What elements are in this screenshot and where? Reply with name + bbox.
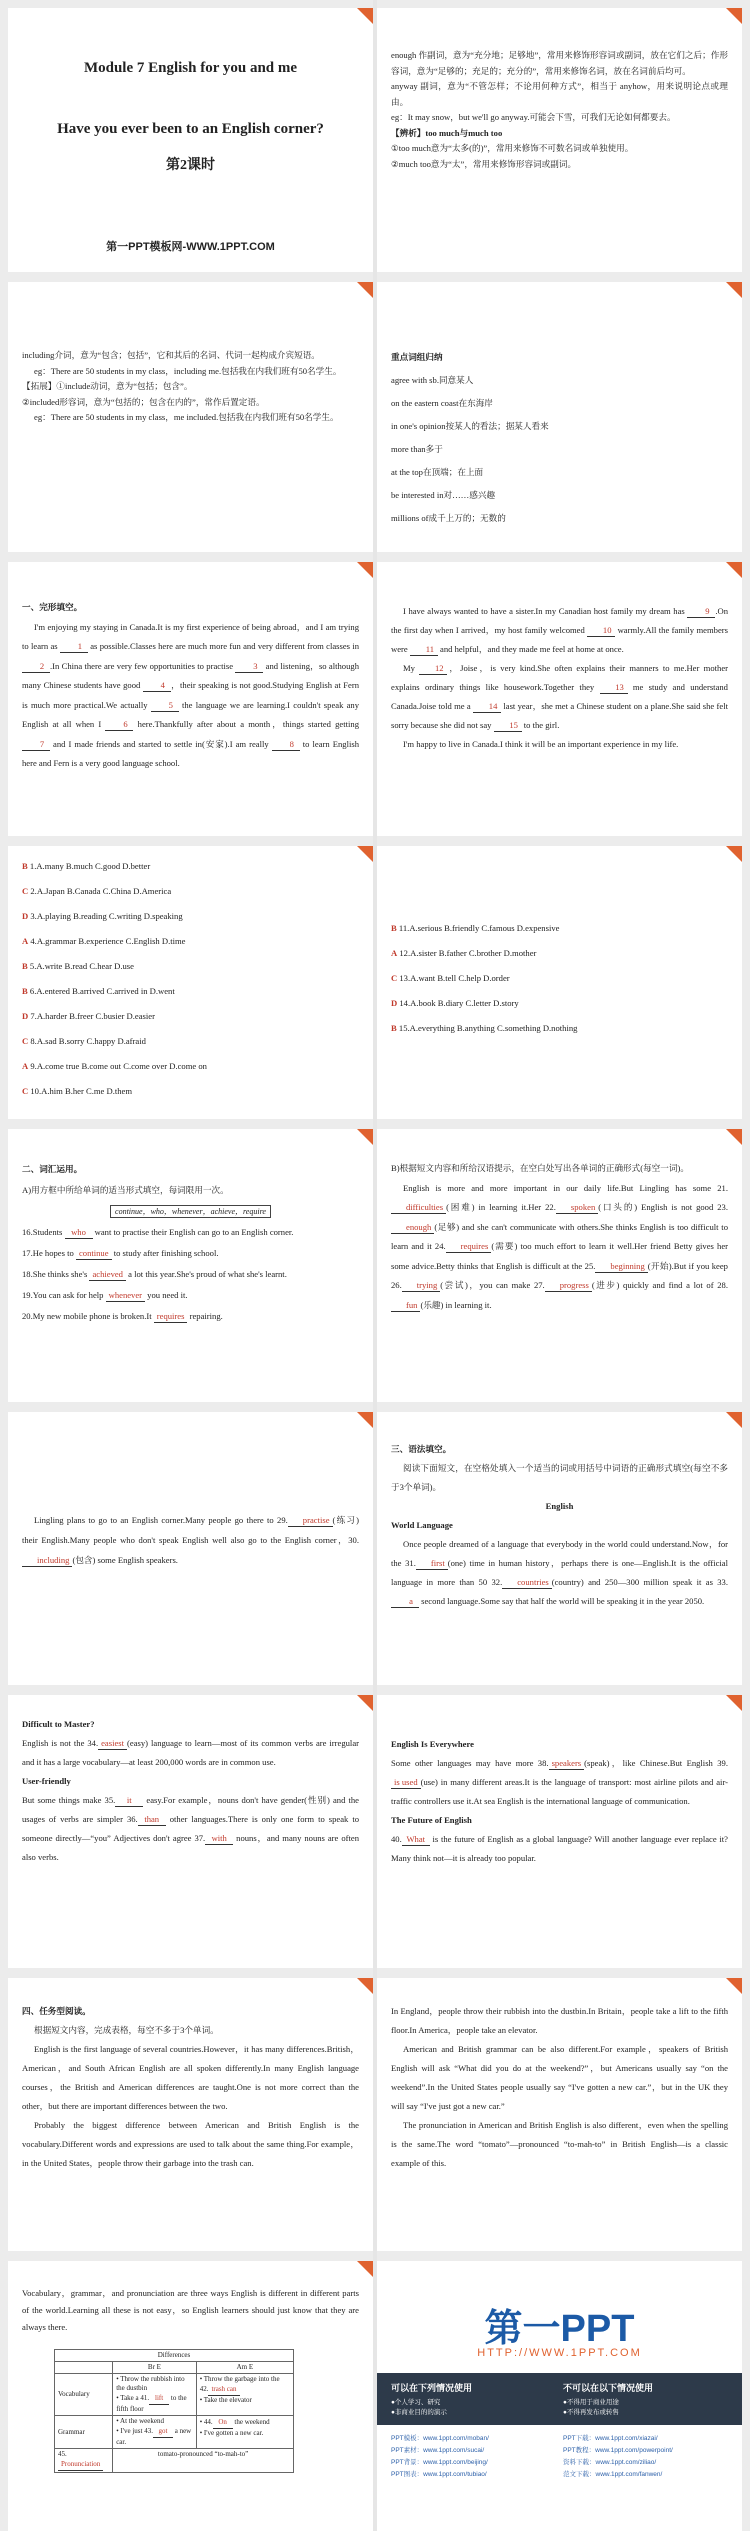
phrase-item: more than多于 [391, 444, 443, 454]
slide-grammar-2 [8, 1695, 373, 1968]
answer-blank[interactable]: got [153, 2426, 173, 2438]
corner-mark [726, 846, 742, 862]
paragraph: eg：There are 50 students in my class，me included.包括我在内我们班有50名学生。 [34, 412, 339, 422]
link[interactable]: PPT模板：www.1ppt.com/moban/ [391, 2435, 489, 2442]
answer-blank[interactable]: easiest [98, 1738, 127, 1750]
passage-subheading: English Is Everywhere [391, 1739, 474, 1749]
corner-mark [726, 1129, 742, 1145]
instruction: 根据短文内容，完成表格，每空不多于3个单词。 [34, 2025, 219, 2035]
difference-table-wrap [54, 2349, 294, 2473]
corner-mark [726, 562, 742, 578]
option-row: A 4.A.grammar B.experience C.English D.time [22, 936, 186, 946]
paragraph: enough 作副词，意为“充分地；足够地”，常用来修饰形容词或副词，放在它们之后；作形容词，意为“足够的；充足的；充分的”，常用来修饰名词，放在名词前后均可。 [391, 50, 728, 76]
corner-mark [357, 2261, 373, 2277]
paragraph: But some things make 35. it easy.For example，nouns don't have gender(性别) and the usages of verbs are simpler 36. than other languages.There is only one form to speak to someone directly—“you” Adjectives don't agree 37. with nouns，and many nouns are often also verbs. [22, 1795, 360, 1862]
paragraph: Some other languages may have more 38. speakers (speak)，like Chinese.But English 39.is used (use) in many different areas.It is the language of transport: most airline pilots and air-traffic controllers use it.At sea English is the international language of communication. [391, 1758, 728, 1806]
question: 16.Students who want to practise their English can go to an English corner. [22, 1227, 294, 1237]
links-col-2 [563, 2433, 673, 2481]
usage-allowed-title: 可以在下列情况使用 [391, 2383, 473, 2393]
slide-body [391, 48, 728, 172]
links-col-1 [391, 2433, 489, 2481]
section-heading: 二、词汇运用。 [22, 1164, 83, 1174]
usage-allowed-item: ●个人学习、研究 [391, 2399, 441, 2406]
answer-blank[interactable]: trying [402, 1280, 441, 1292]
left-margin [0, 0, 8, 2531]
slide-phrases [377, 282, 742, 552]
option-list [22, 854, 359, 1104]
blank[interactable]: 15 [494, 720, 522, 732]
brand-line: 第一PPT模板网-WWW.1PPT.COM [106, 241, 275, 253]
option-row: B 6.A.entered B.arrived C.arrived in D.went [22, 986, 175, 996]
corner-mark [357, 1695, 373, 1711]
table-title: Differences [55, 2350, 294, 2362]
paragraph: Lingling plans to go to an English corner.Many people go there to 29. practise (练习) their English.Many people who don't speak English well also go to the English corner，30.including (包含) some English speakers. [22, 1515, 359, 1565]
answer-blank[interactable]: progress [545, 1280, 592, 1292]
answer-blank[interactable]: fun [391, 1300, 420, 1312]
answer-blank[interactable]: is used [391, 1777, 421, 1789]
column-header: Br E [113, 2362, 196, 2374]
brand-logo: 第一PPT [484, 2308, 635, 2350]
corner-mark [726, 1695, 742, 1711]
blank[interactable]: 10 [587, 625, 615, 637]
corner-mark [726, 282, 742, 298]
slide-enough [377, 8, 742, 272]
option-row: B 1.A.many B.much C.good D.better [22, 861, 151, 871]
paragraph: American and British grammar can be also different.For example，speakers of British English will ask “What did you do at the weekend?”，but Americans usually say “on the weekend”.In the United States people usually say “I've gotten a new car.”，but in the UK they will say “I've just got a new car.” [391, 2044, 728, 2111]
vocab-exercise [391, 1159, 728, 1315]
blank[interactable]: 5 [151, 700, 179, 712]
answer-blank[interactable]: requires [154, 1311, 188, 1323]
passage-subheading: Difficult to Master? [22, 1719, 95, 1729]
option-row: D 3.A.playing B.reading C.writing D.speaking [22, 911, 183, 921]
answer-blank[interactable]: with [205, 1833, 233, 1845]
instruction: A)用方框中所给单词的适当形式填空，每词限用一次。 [22, 1185, 229, 1195]
reading-passage [22, 2002, 359, 2173]
slide-vocab-b [377, 1129, 742, 1402]
slide-grammar-3 [377, 1695, 742, 1968]
cloze-passage [391, 602, 728, 754]
table-corner [55, 2362, 113, 2374]
usage-allowed-item: ●非商业目的的演示 [391, 2409, 447, 2416]
blank[interactable]: 4 [143, 680, 171, 692]
corner-mark [357, 8, 373, 24]
right-margin [742, 0, 750, 2531]
section-heading: 四、任务型阅读。 [22, 2006, 91, 2016]
blank[interactable]: 1 [60, 641, 88, 653]
blank[interactable]: 9 [687, 606, 715, 618]
option-row: C 8.A.sad B.sorry C.happy D.afraid [22, 1036, 146, 1046]
link[interactable]: PPT图表：www.1ppt.com/tubiao/ [391, 2471, 487, 2478]
option-row: B 11.A.serious B.friendly C.famous D.expensive [391, 923, 560, 933]
usage-denied-title: 不可以在以下情况使用 [563, 2383, 654, 2393]
answer-blank[interactable]: it [115, 1795, 143, 1807]
grammar-exercise [391, 1440, 728, 1611]
paragraph: Probably the biggest difference between American and British English is the vocabulary.Different words and expressions are used to talk about the same thing.For example，in the United States，people throw their garbage into the trash can. [22, 2120, 359, 2168]
phrase-item: agree with sb.同意某人 [391, 375, 474, 385]
answer-blank[interactable]: trash can [208, 2384, 239, 2396]
option-row: A 9.A.come true B.come out C.come over D.come on [22, 1061, 207, 1071]
blank[interactable]: 2 [22, 661, 50, 673]
answer-blank[interactable]: than [138, 1814, 166, 1826]
slide-task-table [8, 2261, 373, 2531]
link[interactable]: PPT背景：www.1ppt.com/beijing/ [391, 2459, 488, 2466]
paragraph: English is more and more important in our daily life.But Lingling has some 21.difficulties (困难) in learning it.Her 22. spoken (口头的) English is not good 23.enough (足够) and she can't communicate with others.She thinks English is too difficult to learn and it 24. requires (需要) too much effort to learn it well.Her friend Betty gives her some advice.Betty thinks that English is difficult at the 25. beginning (开始).But if you keep 26. trying (尝试)，you can make 27. progress (进步) quickly and find a lot of 28.fun (乐趣) in learning it. [391, 1182, 728, 1310]
paragraph: I have always wanted to have a sister.In my Canadian host family my dream has 9 .On the first day when I arrived，my host family welcomed 10 warmly.All the family members were 11 and helpful，and they made me feel at home at once. [391, 606, 728, 654]
table-cell: • At the weekend • I've just 43. got a new car. [113, 2416, 196, 2449]
paragraph: English is the first language of several countries.However，it has many differences.British，American，and South African English are all spoken differently.In many English language courses，the British and American differences are taught.One is not more correct than the other，but there are important differences between the two. [22, 2044, 359, 2111]
answer-blank[interactable]: What [402, 1834, 430, 1846]
corner-mark [357, 1129, 373, 1145]
phrase-list [391, 346, 728, 530]
blank[interactable]: 13 [600, 682, 628, 694]
link[interactable]: PPT教程：www.1ppt.com/powerpoint/ [563, 2447, 673, 2454]
paragraph: eg：It may snow，but we'll go anyway.可能会下雪，可我们无论如何都要去。 [391, 112, 676, 122]
blank[interactable]: 3 [235, 661, 263, 673]
phrase-heading: 重点词组归纳 [391, 352, 443, 362]
instruction: B)根据短文内容和所给汉语提示，在空白处写出各单词的正确形式(每空一词)。 [391, 1163, 689, 1173]
link[interactable]: 资料下载：www.1ppt.com/ziliao/ [563, 2459, 657, 2466]
grammar-exercise [22, 1715, 359, 1867]
paragraph: anyway 副词，意为“不管怎样；不论用何种方式”，相当于 anyhow，用来说明论点或理由。 [391, 81, 728, 107]
usage-denied-item: ●不得再发布或转售 [563, 2409, 619, 2416]
table-cell: • Throw the rubbish into the dustbin • Take a 41. lift to the fifth floor [113, 2374, 196, 2416]
link[interactable]: PPT下载：www.1ppt.com/xiazai/ [563, 2435, 658, 2442]
phrase-item: be interested in对……感兴趣 [391, 490, 496, 500]
vocab-exercise [22, 1159, 359, 1327]
corner-mark [357, 1978, 373, 1994]
passage-subheading: User-friendly [22, 1776, 71, 1786]
question: 20.My new mobile phone is broken.It requires repairing. [22, 1311, 223, 1321]
paragraph: 【拓展】①include动词，意为“包括；包含”。 [22, 381, 193, 391]
question: 17.He hopes to continue to study after finishing school. [22, 1248, 219, 1258]
lesson-title: Have you ever been to an English corner? [57, 121, 324, 137]
link[interactable]: PPT素材：www.1ppt.com/sucai/ [391, 2447, 485, 2454]
phrase-item: on the eastern coast在东海岸 [391, 398, 493, 408]
answer-blank[interactable]: lift [149, 2393, 169, 2405]
option-row: D 7.A.harder B.freer C.busier D.easier [22, 1011, 155, 1021]
answer-blank[interactable]: enough [391, 1222, 434, 1234]
slide-task-reading-2 [377, 1978, 742, 2251]
option-row: B 15.A.everything B.anything C.something D.nothing [391, 1023, 578, 1033]
slide-vocab-a [8, 1129, 373, 1402]
paragraph: 【辨析】too much与much too [391, 127, 503, 138]
lesson-number: 第2课时 [166, 158, 215, 173]
question: 18.She thinks she's achieved a lot this year.She's proud of what she's learnt. [22, 1269, 287, 1279]
answer-blank[interactable]: a [391, 1596, 419, 1608]
passage-subheading: The Future of English [391, 1815, 472, 1825]
slide-grammar-1 [377, 1412, 742, 1685]
paragraph: The pronunciation in American and British English is also different，even when the spelling is the same.The word “tomato”—pronounced “to-mah-to” in British English—is a classic example of this. [391, 2120, 728, 2168]
blank[interactable]: 14 [473, 701, 501, 713]
slide-including [8, 282, 373, 552]
answer-blank[interactable]: difficulties [391, 1202, 446, 1214]
instruction: 阅读下面短文，在空格处填入一个适当的词或用括号中词语的正确形式填空(每空不多于3个单词)。 [391, 1463, 728, 1492]
option-list [391, 916, 728, 1041]
reading-passage [391, 2002, 728, 2173]
paragraph: ②much too意为“太”，常用来修饰形容词或副词。 [391, 158, 577, 169]
answer-blank[interactable]: including [22, 1555, 72, 1567]
option-row: C 2.A.Japan B.Canada C.China D.America [22, 886, 172, 896]
answer-blank[interactable]: Pronunciation [58, 2459, 103, 2471]
paragraph: My 12 ，Joise，is very kind.She often explains their manners to me.Her mother explains ordinary things like housework.Together they 13 me study and understand Canada.Joise told me a 14 last year，she met a Chinese student on a plane.She said she felt sorry because she did not say 15 to the girl. [391, 663, 728, 730]
option-row: B 5.A.write B.read C.hear D.use [22, 961, 134, 971]
difference-table [54, 2349, 294, 2473]
paragraph: In England，people throw their rubbish into the dustbin.In Britain，people take a lift to the fifth floor.In America，people take an elevator. [391, 2006, 728, 2035]
corner-mark [357, 1412, 373, 1428]
answer-blank[interactable]: spoken [556, 1202, 598, 1214]
question: 19.You can ask for help whenever you need it. [22, 1290, 188, 1300]
phrase-item: at the top在顶端；在上面 [391, 467, 484, 477]
links-panel [377, 2425, 742, 2531]
answer-blank[interactable]: speakers [549, 1758, 585, 1770]
paragraph: 40. What is the future of English as a global language? Will another language ever replace it? Many think not—it is already too popular. [391, 1834, 728, 1863]
blank[interactable]: 7 [22, 739, 50, 751]
table-cell: tomato-pronounced “to-mah-to” [113, 2449, 294, 2473]
answer-blank[interactable]: requires [446, 1241, 492, 1253]
answer-blank[interactable]: On [213, 2417, 233, 2429]
option-row: D 14.A.book B.diary C.letter D.story [391, 998, 519, 1008]
slide-task-reading-1 [8, 1978, 373, 2251]
corner-mark [726, 8, 742, 24]
answer-blank[interactable]: achieved [89, 1269, 126, 1281]
blank[interactable]: 12 [419, 663, 447, 675]
corner-mark [357, 562, 373, 578]
slide-vocab-c [8, 1412, 373, 1685]
passage-subheading: World Language [391, 1520, 453, 1530]
link[interactable]: 范文下载：www.1ppt.com/fanwen/ [563, 2471, 663, 2478]
table-cell: • 44. On the weekend • I've gotten a new car. [196, 2416, 293, 2449]
answer-blank[interactable]: first [416, 1558, 448, 1570]
row-header: 45.Pronunciation [55, 2449, 113, 2473]
paragraph: eg：There are 50 students in my class，including me.包括我在内我们班有50名学生。 [34, 365, 342, 376]
section-heading: 一、完形填空。 [22, 602, 83, 612]
table-cell: • Throw the garbage into the 42. trash can • Take the elevator [196, 2374, 293, 2416]
blank[interactable]: 8 [272, 739, 300, 751]
paragraph: I'm enjoying my staying in Canada.It is my first experience of being abroad，and I am trying to learn as 1 as possible.Classes here are much more fun and very different from classes in 2 .In China there are very few opportunities to practise 3 and listening，so although many Chinese students have good 4 ，their speaking is not good.Studying English at Fern is much more practical.We actually 5 the language we are learning.I couldn't speak any English at all when I 6 here.Thankfully after about a month，things started getting 7 and I made friends and started to settle in(安家).I am really 8 to learn English here and Fern is a very good language school. [22, 621, 359, 768]
summary-paragraph: Vocabulary，grammar，and pronunciation are three ways English is different in different parts of the world.Learning all these is not easy，so English learners should just know that they are always there. [22, 2288, 359, 2332]
corner-mark [726, 1978, 742, 1994]
paragraph: English is not the 34. easiest (easy) language to learn—most of its common verbs are irregular and it has a large vocabulary—at least 200,000 words are in common use. [22, 1738, 359, 1767]
paragraph: I'm happy to live in Canada.I think it will be an important experience in my life. [403, 739, 679, 749]
slide-brand [377, 2261, 742, 2531]
slide-options-1 [8, 846, 373, 1119]
passage-title: English [545, 1501, 574, 1511]
answer-blank[interactable]: practise [288, 1515, 333, 1527]
slide-body [22, 348, 359, 426]
slide-cloze-2 [377, 562, 742, 836]
option-row: C 13.A.want B.tell C.help D.order [391, 973, 510, 983]
answer-blank[interactable]: who [65, 1227, 93, 1239]
answer-blank[interactable]: continue [76, 1248, 112, 1260]
paragraph: ②included形容词，意为“包括的；包含在内的”，常作后置定语。 [22, 396, 265, 407]
grammar-exercise [391, 1735, 728, 1868]
blank[interactable]: 11 [410, 644, 438, 656]
paragraph: ①too much意为“太多(的)”，常用来修饰不可数名词或单独使用。 [391, 143, 634, 153]
row-header: Grammar [55, 2416, 113, 2449]
option-row: C 10.A.him B.her C.me D.them [22, 1086, 133, 1096]
corner-mark [357, 282, 373, 298]
paragraph: Once people dreamed of a language that everybody in the world could understand.Now，for the 31. first (one) time in human history，perhaps there is one—English.It is the official language in more than 50 32. countries (country) and 250—300 million speak it as 33.a second language.Some say that half the world will be speaking it in the year 2050. [391, 1539, 729, 1606]
corner-mark [726, 1412, 742, 1428]
slide-options-2 [377, 846, 742, 1119]
slide-cloze-1 [8, 562, 373, 836]
section-heading: 三、语法填空。 [391, 1444, 452, 1454]
word-box-row [22, 1201, 359, 1222]
slide-title [8, 8, 373, 272]
phrase-item: in one's opinion按某人的看法；据某人看来 [391, 421, 549, 431]
usage-panel [377, 2373, 742, 2531]
blank[interactable]: 6 [105, 719, 133, 731]
corner-mark [357, 846, 373, 862]
option-row: A 12.A.sister B.father C.brother D.mother [391, 948, 537, 958]
module-title: Module 7 English for you and me [83, 60, 298, 76]
answer-blank[interactable]: countries [502, 1577, 552, 1589]
cloze-passage [22, 598, 359, 774]
answer-blank[interactable]: beginning [595, 1261, 647, 1273]
word-box: continue，who，whenever，achieve，require [110, 1205, 271, 1218]
row-header: Vocabulary [55, 2374, 113, 2416]
column-header: Am E [196, 2362, 293, 2374]
usage-denied-item: ●不得用于商业用途 [563, 2399, 619, 2406]
paragraph: including介词，意为“包含；包括”，它和其后的名词、代词一起构成介宾短语。 [22, 350, 320, 360]
phrase-item: millions of成千上万的；无数的 [391, 513, 506, 523]
brand-url[interactable]: HTTP://WWW.1PPT.COM [477, 2347, 642, 2359]
answer-blank[interactable]: whenever [106, 1290, 145, 1302]
